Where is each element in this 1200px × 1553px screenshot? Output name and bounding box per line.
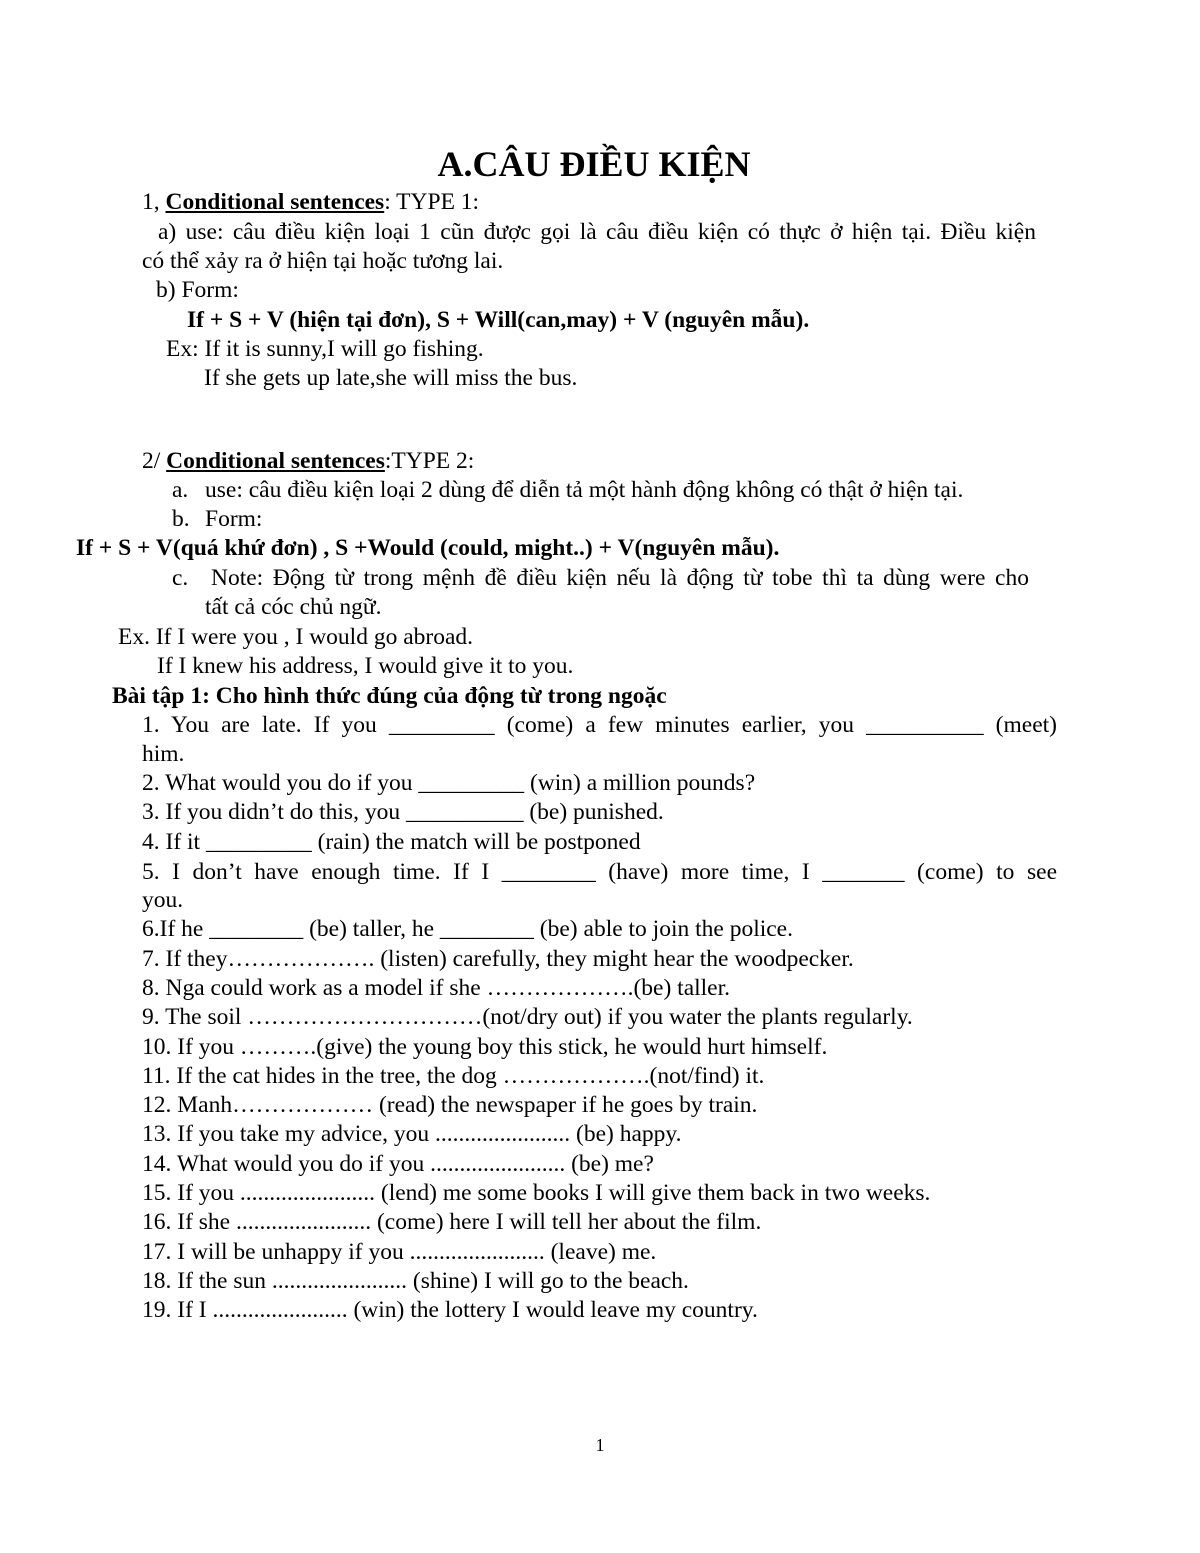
type2-heading-text: Conditional sentences	[166, 448, 385, 474]
exercise-item: 3. If you didn’t do this, you __________ (be) punished.	[142, 799, 664, 825]
type1-use-line2: có thể xảy ra ở hiện tại hoặc tương lai.	[142, 248, 504, 274]
exercise-item: 4. If it _________ (rain) the match will be postponed	[142, 829, 641, 855]
exercise-item: 8. Nga could work as a model if she ……………….(be) taller.	[142, 975, 731, 1001]
type2-number: 2/	[142, 448, 167, 474]
exercise-item: 9. The soil …………………………(not/dry out) if you water the plants regularly.	[142, 1004, 913, 1030]
exercise-item: 1. You are late. If you _________ (come) a few minutes earlier, you __________ (meet)	[142, 712, 1057, 738]
type2-a-label: a.	[172, 477, 189, 503]
type1-form-label: b) Form:	[156, 277, 239, 303]
exercise-item: 16. If she ....................... (come) here I will tell her about the film.	[142, 1209, 762, 1235]
type2-note-line1: Note: Động từ trong mệnh đề điều kiện nếu là động từ tobe thì ta dùng were cho	[211, 565, 1029, 591]
type2-example-1: Ex. If I were you , I would go abroad.	[118, 624, 474, 650]
exercise-item: 6.If he ________ (be) taller, he ________ (be) able to join the police.	[142, 916, 793, 942]
exercise-item: 11. If the cat hides in the tree, the dog ……………….(not/find) it.	[142, 1063, 765, 1089]
exercise-item: you.	[142, 887, 184, 913]
page-number: 1	[595, 1435, 605, 1455]
page-title: A.CÂU ĐIỀU KIỆN	[437, 144, 751, 184]
exercise-item: him.	[142, 741, 185, 767]
exercise-item: 2. What would you do if you _________ (win) a million pounds?	[142, 770, 756, 796]
type1-use-line1: a) use: câu điều kiện loại 1 cũn được gọi là câu điều kiện có thực ở hiện tại. Điều kiện	[158, 219, 1036, 245]
type2-suffix: :TYPE 2:	[384, 448, 475, 474]
type2-example-2: If I knew his address, I would give it to you.	[157, 653, 574, 679]
exercise-item: 12. Manh……………… (read) the newspaper if he goes by train.	[142, 1092, 758, 1118]
exercise-item: 15. If you ....................... (lend) me some books I will give them back in two weeks.	[142, 1180, 931, 1206]
type1-example-1: Ex: If it is sunny,I will go fishing.	[166, 336, 484, 362]
type2-c-label: c.	[172, 565, 189, 591]
exercise-item: 14. What would you do if you ....................... (be) me?	[142, 1151, 654, 1177]
type1-heading	[142, 188, 479, 217]
exercise-item: 5. I don’t have enough time. If I ________ (have) more time, I _______ (come) to see	[142, 859, 1057, 885]
exercise-item: 10. If you ……….(give) the young boy this stick, he would hurt himself.	[142, 1034, 828, 1060]
type2-form-label: Form:	[205, 506, 263, 532]
type2-form: If + S + V(quá khứ đơn) , S +Would (could, might..) + V(nguyên mẫu).	[76, 535, 780, 561]
type2-use: use: câu điều kiện loại 2 dùng để diễn tả một hành động không có thật ở hiện tại.	[205, 477, 964, 503]
type1-heading-text: Conditional sentences	[165, 189, 385, 215]
exercise-item: 13. If you take my advice, you ....................... (be) happy.	[142, 1121, 682, 1147]
type2-heading	[142, 447, 474, 476]
exercise-item: 7. If they………………. (listen) carefully, they might hear the woodpecker.	[142, 946, 854, 972]
exercise-item: 19. If I ....................... (win) the lottery I would leave my country.	[142, 1297, 758, 1323]
type1-form: If + S + V (hiện tại đơn), S + Will(can,may) + V (nguyên mẫu).	[187, 307, 810, 333]
type1-number: 1,	[142, 189, 166, 215]
type2-note-line2: tất cả cóc chủ ngữ.	[205, 594, 382, 620]
exercise-heading: Bài tập 1: Cho hình thức đúng của động từ trong ngoặc	[112, 683, 667, 709]
type1-example-2: If she gets up late,she will miss the bus.	[204, 365, 578, 391]
exercise-item: 18. If the sun ....................... (shine) I will go to the beach.	[142, 1268, 689, 1294]
type1-suffix: : TYPE 1:	[384, 189, 480, 215]
exercise-item: 17. I will be unhappy if you ....................... (leave) me.	[142, 1239, 657, 1265]
type2-b-label: b.	[172, 506, 190, 532]
